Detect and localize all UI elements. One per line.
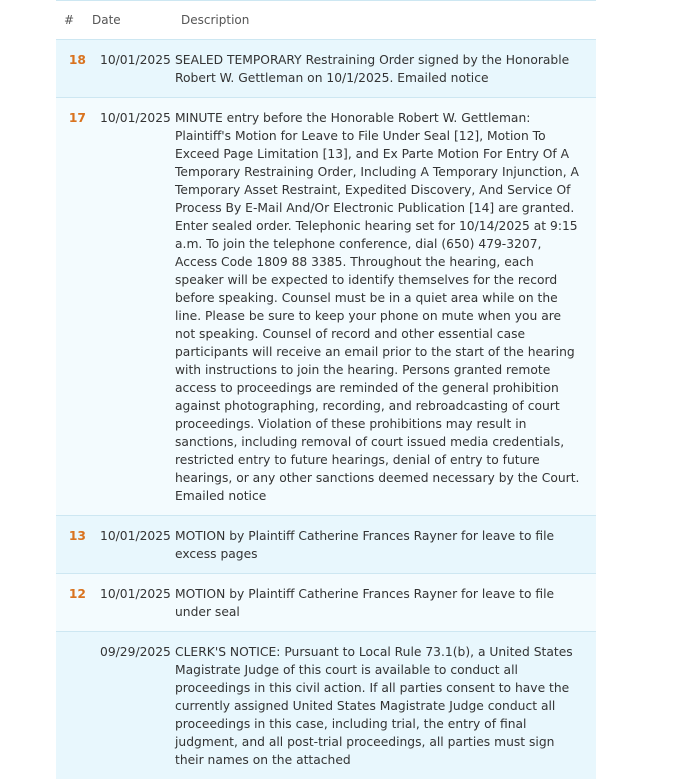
- table-header: [56, 1, 596, 39]
- entry-date: 09/29/2025: [100, 645, 171, 659]
- entry-number[interactable]: 17: [68, 111, 86, 125]
- entry-description: MINUTE entry before the Honorable Robert W. Gettleman: Plaintiff's Motion for Leave to File Under Seal [12], Motion To Exceed Page Limitation [13], and Ex Parte Motion For Entry Of A Temporary Restraining Order, Including A Temporary Injunction, A Temporary Asset Restraint, Expedited Discovery, And Service Of Process By E-Mail And/Or Electronic Publication [14] are granted. Enter sealed order. Telephonic hearing set for 10/14/2025 at 9:15 a.m. To join the telephone conference, dial (650) 479-3207, Access Code 1809 88 3385. Throughout the hearing, each speaker will be expected to identify themselves for the record before speaking. Counsel must be in a quiet area while on the line. Please be sure to keep your phone on mute when you are not speaking. Counsel of record and other essential case participants will receive an email prior to the start of the hearing with instructions to join the hearing. Persons granted remote access to proceedings are reminded of the general prohibition against photographing, recording, and rebroadcasting of court proceedings. Violation of these prohibitions may result in sanctions, including removal of court issued media credentials, restricted entry to future hearings, denial of entry to future hearings, or any other sanctions deemed necessary by the Court. Emailed notice: [175, 111, 580, 503]
- entry-date: 10/01/2025: [100, 111, 171, 125]
- entry-number[interactable]: 18: [68, 53, 86, 67]
- docket-table: [56, 0, 596, 779]
- entry-description: MOTION by Plaintiff Catherine Frances Rayner for leave to file under seal: [175, 587, 555, 619]
- table-row[interactable]: [56, 573, 596, 631]
- header-date[interactable]: Date: [92, 13, 121, 27]
- entry-description: MOTION by Plaintiff Catherine Frances Rayner for leave to file excess pages: [175, 529, 555, 561]
- entry-description: CLERK'S NOTICE: Pursuant to Local Rule 73.1(b), a United States Magistrate Judge of this court is available to conduct all proceedings in this civil action. If all parties consent to have the currently assigned United States Magistrate Judge conduct all proceedings in this case, including trial, the entry of final judgment, and all post-trial proceedings, all parties must sign their names on the attached: [175, 645, 573, 767]
- entry-number[interactable]: 12: [68, 587, 86, 601]
- table-row[interactable]: [56, 515, 596, 573]
- entry-description: SEALED TEMPORARY Restraining Order signed by the Honorable Robert W. Gettleman on 10/1/2025. Emailed notice: [175, 53, 570, 85]
- entry-number[interactable]: 13: [68, 529, 86, 543]
- header-description[interactable]: Description: [181, 13, 250, 27]
- table-row[interactable]: [56, 39, 596, 97]
- entry-date: 10/01/2025: [100, 587, 171, 601]
- entry-number[interactable]: [56, 643, 86, 769]
- header-number[interactable]: #: [64, 13, 75, 27]
- table-row[interactable]: [56, 97, 596, 515]
- entry-date: 10/01/2025: [100, 53, 171, 67]
- table-row[interactable]: [56, 631, 596, 779]
- entry-date: 10/01/2025: [100, 529, 171, 543]
